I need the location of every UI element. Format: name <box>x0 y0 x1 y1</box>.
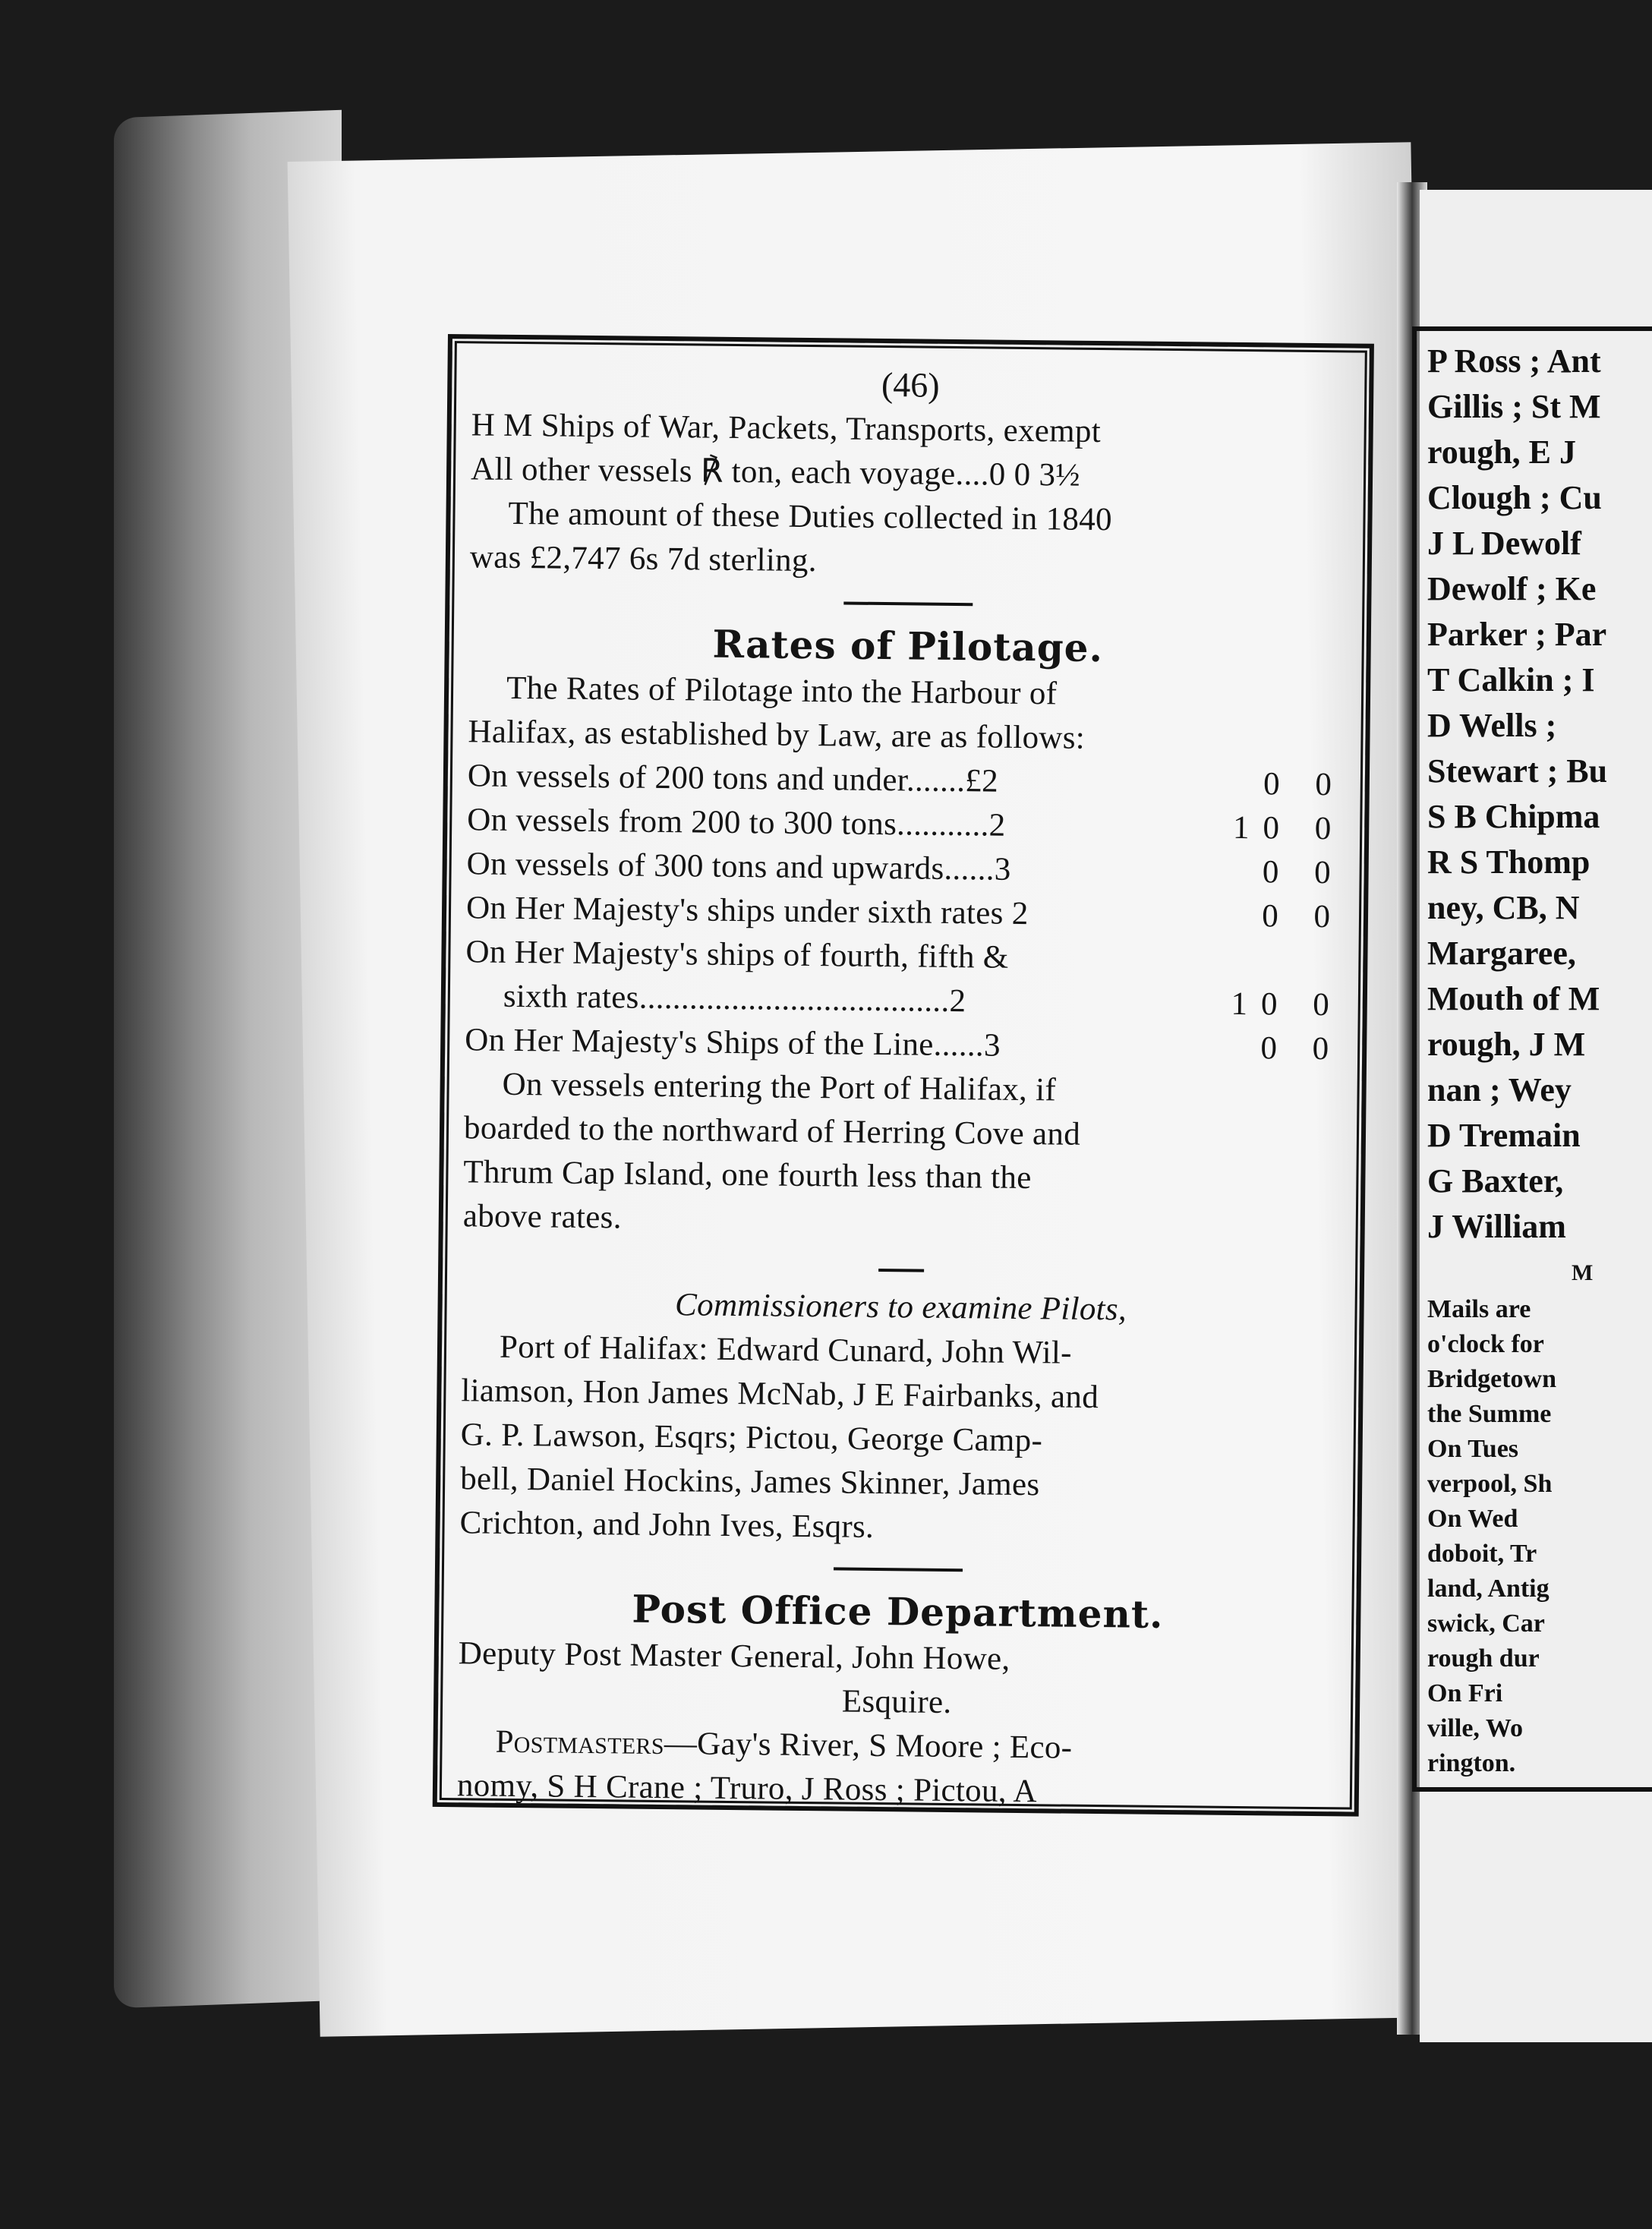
right-page-line: P Ross ; Ant <box>1427 342 1601 380</box>
section-divider <box>834 1567 963 1572</box>
right-page-line: J William <box>1427 1208 1566 1245</box>
section-divider <box>878 1269 924 1272</box>
rate-value: 10 0 <box>1232 809 1345 847</box>
right-page-small-lines <box>1427 1292 1652 1781</box>
rate-description: On vessels of 200 tons and under.......£2 <box>467 758 999 799</box>
right-page-small-line: doboit, Tr <box>1427 1540 1537 1568</box>
postmasters-label: Postmasters <box>495 1723 665 1762</box>
intro-line: was £2,747 6s 7d sterling. <box>469 539 818 579</box>
right-page-small-line: rough dur <box>1427 1644 1540 1673</box>
intro-line: H M Ships of War, Packets, Transports, exempt <box>471 407 1102 450</box>
right-page-line: D Tremain <box>1427 1117 1581 1154</box>
right-page-line: T Calkin ; I <box>1427 661 1595 698</box>
pilotage-intro-line: The Rates of Pilotage into the Harbour of <box>506 670 1058 712</box>
right-page-line: ney, CB, N <box>1427 889 1580 926</box>
right-page-line: Dewolf ; Ke <box>1427 570 1597 607</box>
right-page-line: Parker ; Par <box>1427 616 1607 653</box>
post-office-line: Deputy Post Master General, John Howe, <box>458 1635 1010 1677</box>
right-page-line: R S Thomp <box>1427 843 1591 881</box>
right-page-small-line: the Summe <box>1427 1400 1552 1428</box>
rate-value: 0 0 <box>1260 1030 1343 1067</box>
right-page-line: Margaree, <box>1427 935 1576 972</box>
right-page-line: nan ; Wey <box>1427 1071 1572 1108</box>
commissioners-line: Port of Halifax: Edward Cunard, John Wil- <box>499 1329 1073 1371</box>
right-page-small-line: On Fri <box>1427 1679 1503 1707</box>
pilotage-note-line: Thrum Cap Island, one fourth less than the <box>463 1154 1032 1196</box>
right-page-lines <box>1427 339 1652 1250</box>
pilotage-note-line: boarded to the northward of Herring Cove and <box>463 1110 1081 1152</box>
pilotage-note-line: above rates. <box>462 1198 623 1236</box>
right-page-small-line: Mails are <box>1427 1295 1531 1323</box>
section-divider <box>843 601 973 606</box>
right-page-line: Gillis ; St M <box>1427 388 1601 425</box>
rate-description: On vessels from 200 to 300 tons...........2 <box>467 802 1006 843</box>
right-page-small-line: swick, Car <box>1427 1609 1545 1638</box>
pilotage-intro-line: Halifax, as established by Law, are as follows: <box>468 714 1086 756</box>
right-page-small-line: verpool, Sh <box>1427 1470 1553 1498</box>
pilotage-heading: Rates of Pilotage. <box>712 621 1104 671</box>
postmasters-line: nomy, S H Crane ; Truro, J Ross ; Pictou, A <box>456 1767 1038 1810</box>
right-page-line: J L Dewolf <box>1427 525 1581 562</box>
right-page-line: rough, J M <box>1427 1026 1586 1063</box>
intro-line: The amount of these Duties collected in 1840 <box>508 495 1113 538</box>
right-page-line: Mouth of M <box>1427 980 1600 1017</box>
left-page-text-frame <box>433 334 1374 1817</box>
right-page-small-line: ville, Wo <box>1427 1714 1523 1742</box>
rate-description: On Her Majesty's Ships of the Line......3 <box>465 1022 1001 1064</box>
right-page-line: G Baxter, <box>1427 1162 1564 1200</box>
intro-line: All other vessels ℟ ton, each voyage....0 0 3½ <box>470 451 1081 493</box>
commissioners-line: liamson, Hon James McNab, J E Fairbanks, and <box>461 1373 1099 1416</box>
right-page-line: rough, E J <box>1427 434 1577 471</box>
rate-description: sixth rates.....................................2 <box>503 978 966 1020</box>
post-office-heading: Post Office Department. <box>632 1586 1164 1637</box>
rate-description: On Her Majesty's ships under sixth rates 2 <box>465 890 1029 932</box>
page-number: (46) <box>881 364 940 405</box>
right-page-text-frame <box>1412 326 1652 1792</box>
pilotage-note-line: On vessels entering the Port of Halifax, if <box>502 1066 1057 1108</box>
rate-value: 0 0 <box>1263 766 1346 803</box>
rate-value: 0 0 <box>1262 854 1345 891</box>
commissioners-line: bell, Daniel Hockins, James Skinner, James <box>459 1461 1040 1503</box>
postmasters-text: —Gay's River, S Moore ; Eco- <box>664 1726 1073 1766</box>
intro-block <box>470 403 1349 588</box>
rate-description: On vessels of 300 tons and upwards......3 <box>466 846 1011 888</box>
commissioners-line: G. P. Lawson, Esqrs; Pictou, George Camp- <box>460 1417 1043 1459</box>
right-page-heading: M <box>1572 1260 1594 1285</box>
post-office-line: Esquire. <box>841 1683 952 1721</box>
right-page-line: Clough ; Cu <box>1427 479 1602 516</box>
right-page-small-line: land, Antig <box>1427 1575 1550 1603</box>
right-page-line: S B Chipma <box>1427 798 1600 835</box>
rate-value: 10 0 <box>1231 985 1344 1023</box>
right-page-small-line: rington. <box>1427 1749 1516 1777</box>
right-page-line: Stewart ; Bu <box>1427 752 1608 790</box>
commissioners-heading: Commissioners to examine Pilots, <box>674 1287 1127 1328</box>
right-page-small-line: On Wed <box>1427 1505 1518 1533</box>
right-page-small-line: o'clock for <box>1427 1330 1544 1358</box>
right-page-small-line: Bridgetown <box>1427 1365 1556 1393</box>
right-page-line: D Wells ; <box>1427 707 1557 744</box>
right-page-small-line: On Tues <box>1427 1435 1519 1463</box>
rate-value: 0 0 <box>1262 898 1345 935</box>
rate-row-multiline-first: On Her Majesty's ships of fourth, fifth & <box>465 934 1009 976</box>
commissioners-line: Crichton, and John Ives, Esqrs. <box>459 1505 875 1545</box>
